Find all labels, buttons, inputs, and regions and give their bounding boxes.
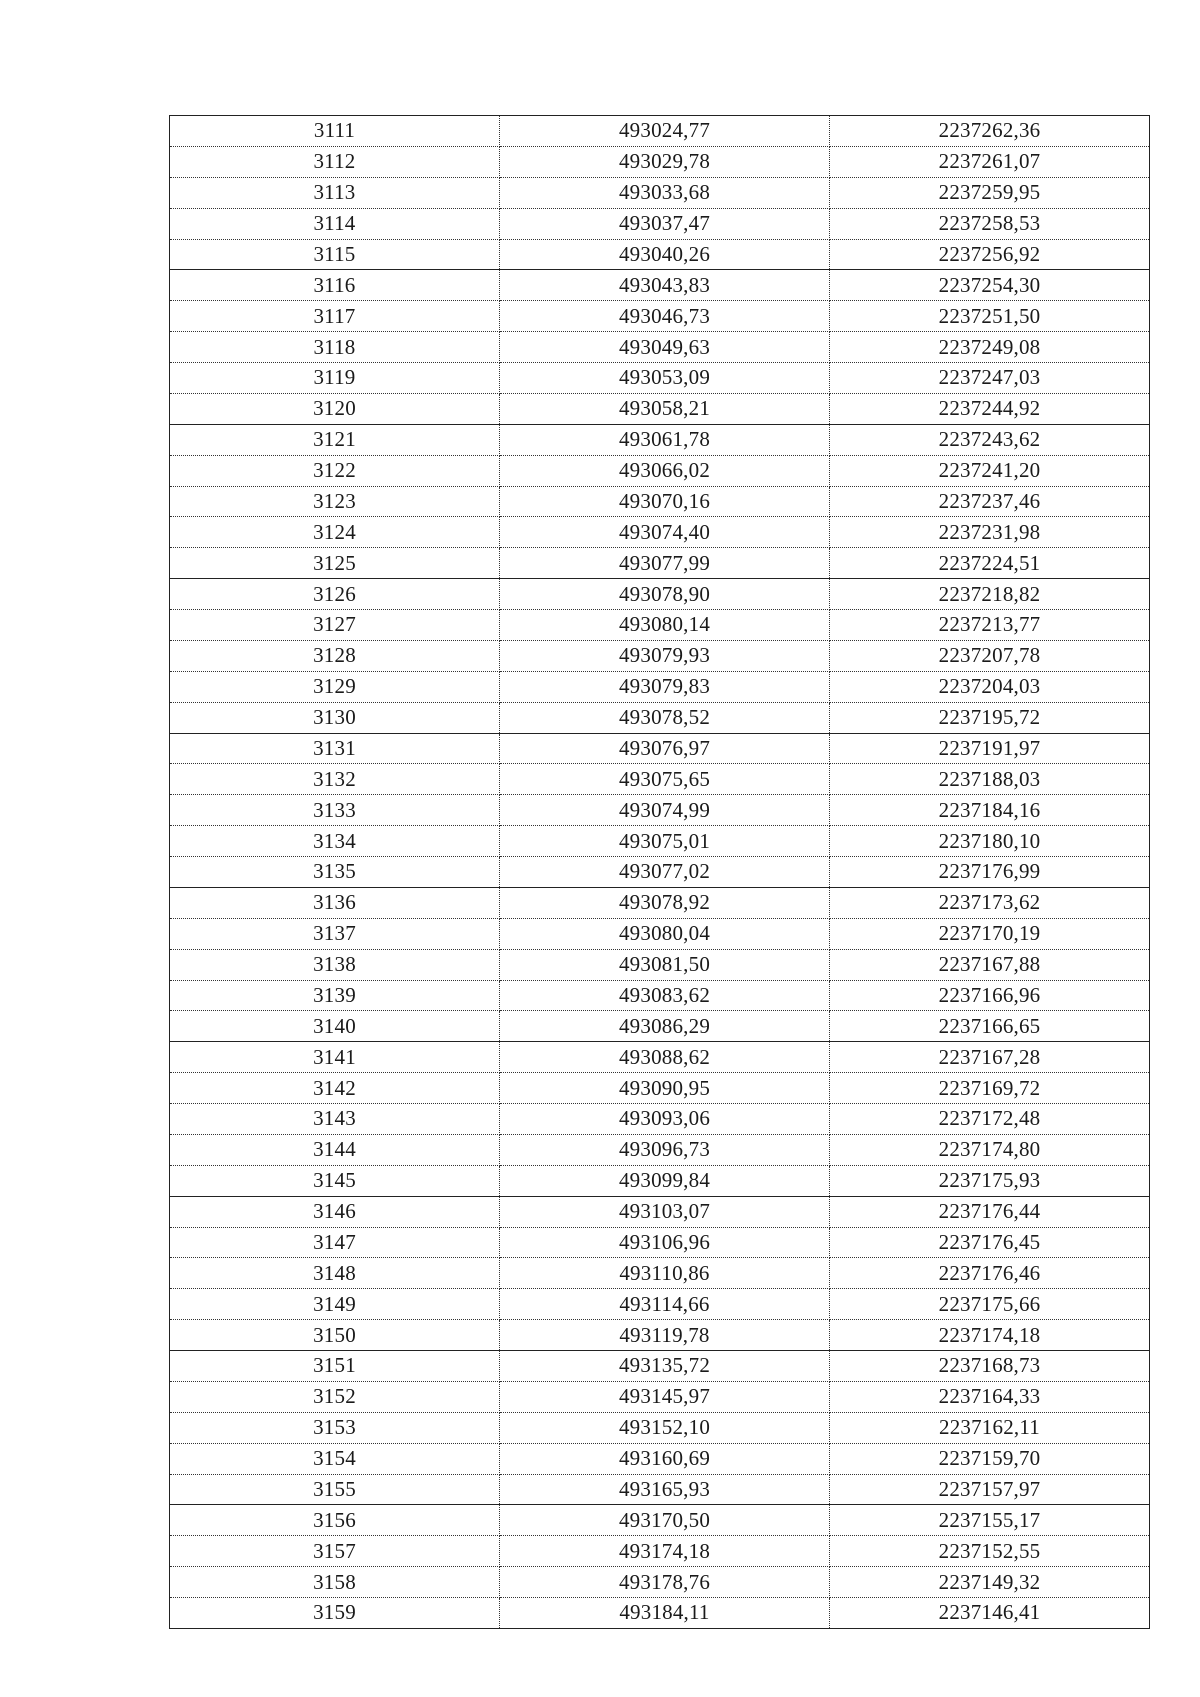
x-coordinate-cell: 493152,10 xyxy=(500,1412,830,1443)
y-coordinate-cell: 2237176,45 xyxy=(830,1227,1150,1258)
point-number-cell: 3124 xyxy=(170,517,500,548)
x-coordinate-cell: 493061,78 xyxy=(500,424,830,455)
point-number-cell: 3149 xyxy=(170,1289,500,1320)
x-coordinate-cell: 493074,99 xyxy=(500,795,830,826)
x-coordinate-cell: 493135,72 xyxy=(500,1351,830,1382)
x-coordinate-cell: 493178,76 xyxy=(500,1567,830,1598)
table-row xyxy=(170,270,1150,301)
point-number-cell: 3147 xyxy=(170,1227,500,1258)
point-number-cell: 3156 xyxy=(170,1505,500,1536)
x-coordinate-cell: 493077,02 xyxy=(500,857,830,888)
point-number-cell: 3130 xyxy=(170,702,500,733)
table-row xyxy=(170,1536,1150,1567)
x-coordinate-cell: 493033,68 xyxy=(500,177,830,208)
x-coordinate-cell: 493074,40 xyxy=(500,517,830,548)
x-coordinate-cell: 493184,11 xyxy=(500,1598,830,1629)
y-coordinate-cell: 2237224,51 xyxy=(830,548,1150,579)
coordinates-table xyxy=(169,115,1150,1629)
point-number-cell: 3129 xyxy=(170,671,500,702)
table-row xyxy=(170,1567,1150,1598)
table-row xyxy=(170,702,1150,733)
x-coordinate-cell: 493037,47 xyxy=(500,208,830,239)
x-coordinate-cell: 493078,52 xyxy=(500,702,830,733)
x-coordinate-cell: 493083,62 xyxy=(500,980,830,1011)
table-row xyxy=(170,1011,1150,1042)
point-number-cell: 3111 xyxy=(170,116,500,147)
point-number-cell: 3128 xyxy=(170,640,500,671)
y-coordinate-cell: 2237175,93 xyxy=(830,1165,1150,1196)
point-number-cell: 3126 xyxy=(170,579,500,610)
x-coordinate-cell: 493070,16 xyxy=(500,486,830,517)
y-coordinate-cell: 2237259,95 xyxy=(830,177,1150,208)
point-number-cell: 3155 xyxy=(170,1474,500,1505)
x-coordinate-cell: 493165,93 xyxy=(500,1474,830,1505)
table-row xyxy=(170,1196,1150,1227)
point-number-cell: 3115 xyxy=(170,239,500,270)
y-coordinate-cell: 2237172,48 xyxy=(830,1104,1150,1135)
y-coordinate-cell: 2237176,46 xyxy=(830,1258,1150,1289)
point-number-cell: 3112 xyxy=(170,146,500,177)
table-row xyxy=(170,1412,1150,1443)
point-number-cell: 3138 xyxy=(170,949,500,980)
x-coordinate-cell: 493076,97 xyxy=(500,733,830,764)
y-coordinate-cell: 2237251,50 xyxy=(830,301,1150,332)
x-coordinate-cell: 493088,62 xyxy=(500,1042,830,1073)
table-row xyxy=(170,795,1150,826)
y-coordinate-cell: 2237241,20 xyxy=(830,455,1150,486)
y-coordinate-cell: 2237176,44 xyxy=(830,1196,1150,1227)
y-coordinate-cell: 2237247,03 xyxy=(830,363,1150,394)
x-coordinate-cell: 493053,09 xyxy=(500,363,830,394)
point-number-cell: 3117 xyxy=(170,301,500,332)
y-coordinate-cell: 2237157,97 xyxy=(830,1474,1150,1505)
point-number-cell: 3139 xyxy=(170,980,500,1011)
point-number-cell: 3142 xyxy=(170,1073,500,1104)
point-number-cell: 3148 xyxy=(170,1258,500,1289)
point-number-cell: 3133 xyxy=(170,795,500,826)
table-row xyxy=(170,1165,1150,1196)
x-coordinate-cell: 493081,50 xyxy=(500,949,830,980)
x-coordinate-cell: 493080,04 xyxy=(500,918,830,949)
x-coordinate-cell: 493066,02 xyxy=(500,455,830,486)
table-row xyxy=(170,424,1150,455)
table-row xyxy=(170,1443,1150,1474)
x-coordinate-cell: 493024,77 xyxy=(500,116,830,147)
x-coordinate-cell: 493174,18 xyxy=(500,1536,830,1567)
y-coordinate-cell: 2237218,82 xyxy=(830,579,1150,610)
table-row xyxy=(170,332,1150,363)
y-coordinate-cell: 2237175,66 xyxy=(830,1289,1150,1320)
x-coordinate-cell: 493080,14 xyxy=(500,610,830,641)
table-row xyxy=(170,1598,1150,1629)
point-number-cell: 3118 xyxy=(170,332,500,363)
y-coordinate-cell: 2237195,72 xyxy=(830,702,1150,733)
point-number-cell: 3114 xyxy=(170,208,500,239)
table-row xyxy=(170,579,1150,610)
point-number-cell: 3116 xyxy=(170,270,500,301)
point-number-cell: 3140 xyxy=(170,1011,500,1042)
point-number-cell: 3144 xyxy=(170,1134,500,1165)
point-number-cell: 3120 xyxy=(170,393,500,424)
point-number-cell: 3157 xyxy=(170,1536,500,1567)
x-coordinate-cell: 493046,73 xyxy=(500,301,830,332)
point-number-cell: 3143 xyxy=(170,1104,500,1135)
point-number-cell: 3151 xyxy=(170,1351,500,1382)
y-coordinate-cell: 2237188,03 xyxy=(830,764,1150,795)
y-coordinate-cell: 2237149,32 xyxy=(830,1567,1150,1598)
x-coordinate-cell: 493078,90 xyxy=(500,579,830,610)
point-number-cell: 3158 xyxy=(170,1567,500,1598)
table-row xyxy=(170,733,1150,764)
y-coordinate-cell: 2237258,53 xyxy=(830,208,1150,239)
y-coordinate-cell: 2237166,96 xyxy=(830,980,1150,1011)
table-row xyxy=(170,1289,1150,1320)
table-row xyxy=(170,517,1150,548)
table-row xyxy=(170,1134,1150,1165)
point-number-cell: 3131 xyxy=(170,733,500,764)
x-coordinate-cell: 493075,01 xyxy=(500,826,830,857)
y-coordinate-cell: 2237237,46 xyxy=(830,486,1150,517)
x-coordinate-cell: 493114,66 xyxy=(500,1289,830,1320)
point-number-cell: 3153 xyxy=(170,1412,500,1443)
y-coordinate-cell: 2237173,62 xyxy=(830,887,1150,918)
point-number-cell: 3152 xyxy=(170,1381,500,1412)
table-row xyxy=(170,1474,1150,1505)
y-coordinate-cell: 2237152,55 xyxy=(830,1536,1150,1567)
point-number-cell: 3159 xyxy=(170,1598,500,1629)
x-coordinate-cell: 493049,63 xyxy=(500,332,830,363)
coordinates-table-body xyxy=(170,116,1150,1629)
y-coordinate-cell: 2237169,72 xyxy=(830,1073,1150,1104)
table-row xyxy=(170,239,1150,270)
y-coordinate-cell: 2237213,77 xyxy=(830,610,1150,641)
x-coordinate-cell: 493075,65 xyxy=(500,764,830,795)
point-number-cell: 3136 xyxy=(170,887,500,918)
table-row xyxy=(170,208,1150,239)
table-row xyxy=(170,393,1150,424)
table-row xyxy=(170,486,1150,517)
x-coordinate-cell: 493106,96 xyxy=(500,1227,830,1258)
point-number-cell: 3145 xyxy=(170,1165,500,1196)
point-number-cell: 3137 xyxy=(170,918,500,949)
x-coordinate-cell: 493079,83 xyxy=(500,671,830,702)
point-number-cell: 3146 xyxy=(170,1196,500,1227)
y-coordinate-cell: 2237167,28 xyxy=(830,1042,1150,1073)
table-row xyxy=(170,1104,1150,1135)
point-number-cell: 3127 xyxy=(170,610,500,641)
table-row xyxy=(170,1351,1150,1382)
y-coordinate-cell: 2237159,70 xyxy=(830,1443,1150,1474)
y-coordinate-cell: 2237176,99 xyxy=(830,857,1150,888)
y-coordinate-cell: 2237184,16 xyxy=(830,795,1150,826)
point-number-cell: 3134 xyxy=(170,826,500,857)
y-coordinate-cell: 2237243,62 xyxy=(830,424,1150,455)
point-number-cell: 3141 xyxy=(170,1042,500,1073)
point-number-cell: 3150 xyxy=(170,1320,500,1351)
x-coordinate-cell: 493043,83 xyxy=(500,270,830,301)
table-row xyxy=(170,146,1150,177)
table-row xyxy=(170,116,1150,147)
y-coordinate-cell: 2237155,17 xyxy=(830,1505,1150,1536)
y-coordinate-cell: 2237167,88 xyxy=(830,949,1150,980)
y-coordinate-cell: 2237204,03 xyxy=(830,671,1150,702)
x-coordinate-cell: 493078,92 xyxy=(500,887,830,918)
table-row xyxy=(170,887,1150,918)
point-number-cell: 3119 xyxy=(170,363,500,394)
y-coordinate-cell: 2237170,19 xyxy=(830,918,1150,949)
y-coordinate-cell: 2237244,92 xyxy=(830,393,1150,424)
table-row xyxy=(170,980,1150,1011)
table-row xyxy=(170,857,1150,888)
x-coordinate-cell: 493077,99 xyxy=(500,548,830,579)
x-coordinate-cell: 493119,78 xyxy=(500,1320,830,1351)
y-coordinate-cell: 2237168,73 xyxy=(830,1351,1150,1382)
table-row xyxy=(170,455,1150,486)
table-row xyxy=(170,1505,1150,1536)
x-coordinate-cell: 493110,86 xyxy=(500,1258,830,1289)
y-coordinate-cell: 2237162,11 xyxy=(830,1412,1150,1443)
table-row xyxy=(170,1042,1150,1073)
x-coordinate-cell: 493103,07 xyxy=(500,1196,830,1227)
x-coordinate-cell: 493170,50 xyxy=(500,1505,830,1536)
y-coordinate-cell: 2237254,30 xyxy=(830,270,1150,301)
x-coordinate-cell: 493090,95 xyxy=(500,1073,830,1104)
x-coordinate-cell: 493079,93 xyxy=(500,640,830,671)
table-row xyxy=(170,1320,1150,1351)
point-number-cell: 3121 xyxy=(170,424,500,455)
y-coordinate-cell: 2237261,07 xyxy=(830,146,1150,177)
x-coordinate-cell: 493040,26 xyxy=(500,239,830,270)
y-coordinate-cell: 2237146,41 xyxy=(830,1598,1150,1629)
y-coordinate-cell: 2237174,18 xyxy=(830,1320,1150,1351)
point-number-cell: 3122 xyxy=(170,455,500,486)
y-coordinate-cell: 2237164,33 xyxy=(830,1381,1150,1412)
y-coordinate-cell: 2237256,92 xyxy=(830,239,1150,270)
table-row xyxy=(170,949,1150,980)
x-coordinate-cell: 493086,29 xyxy=(500,1011,830,1042)
y-coordinate-cell: 2237180,10 xyxy=(830,826,1150,857)
x-coordinate-cell: 493093,06 xyxy=(500,1104,830,1135)
table-row xyxy=(170,826,1150,857)
y-coordinate-cell: 2237249,08 xyxy=(830,332,1150,363)
table-row xyxy=(170,918,1150,949)
y-coordinate-cell: 2237174,80 xyxy=(830,1134,1150,1165)
table-row xyxy=(170,177,1150,208)
table-row xyxy=(170,363,1150,394)
point-number-cell: 3154 xyxy=(170,1443,500,1474)
point-number-cell: 3113 xyxy=(170,177,500,208)
point-number-cell: 3123 xyxy=(170,486,500,517)
x-coordinate-cell: 493029,78 xyxy=(500,146,830,177)
table-row xyxy=(170,671,1150,702)
table-row xyxy=(170,1381,1150,1412)
point-number-cell: 3125 xyxy=(170,548,500,579)
y-coordinate-cell: 2237166,65 xyxy=(830,1011,1150,1042)
point-number-cell: 3135 xyxy=(170,857,500,888)
y-coordinate-cell: 2237191,97 xyxy=(830,733,1150,764)
table-row xyxy=(170,1227,1150,1258)
table-row xyxy=(170,1258,1150,1289)
table-row xyxy=(170,640,1150,671)
x-coordinate-cell: 493145,97 xyxy=(500,1381,830,1412)
y-coordinate-cell: 2237207,78 xyxy=(830,640,1150,671)
point-number-cell: 3132 xyxy=(170,764,500,795)
y-coordinate-cell: 2237231,98 xyxy=(830,517,1150,548)
table-row xyxy=(170,610,1150,641)
x-coordinate-cell: 493096,73 xyxy=(500,1134,830,1165)
table-row xyxy=(170,1073,1150,1104)
x-coordinate-cell: 493160,69 xyxy=(500,1443,830,1474)
table-row xyxy=(170,548,1150,579)
table-row xyxy=(170,301,1150,332)
x-coordinate-cell: 493099,84 xyxy=(500,1165,830,1196)
x-coordinate-cell: 493058,21 xyxy=(500,393,830,424)
y-coordinate-cell: 2237262,36 xyxy=(830,116,1150,147)
table-row xyxy=(170,764,1150,795)
